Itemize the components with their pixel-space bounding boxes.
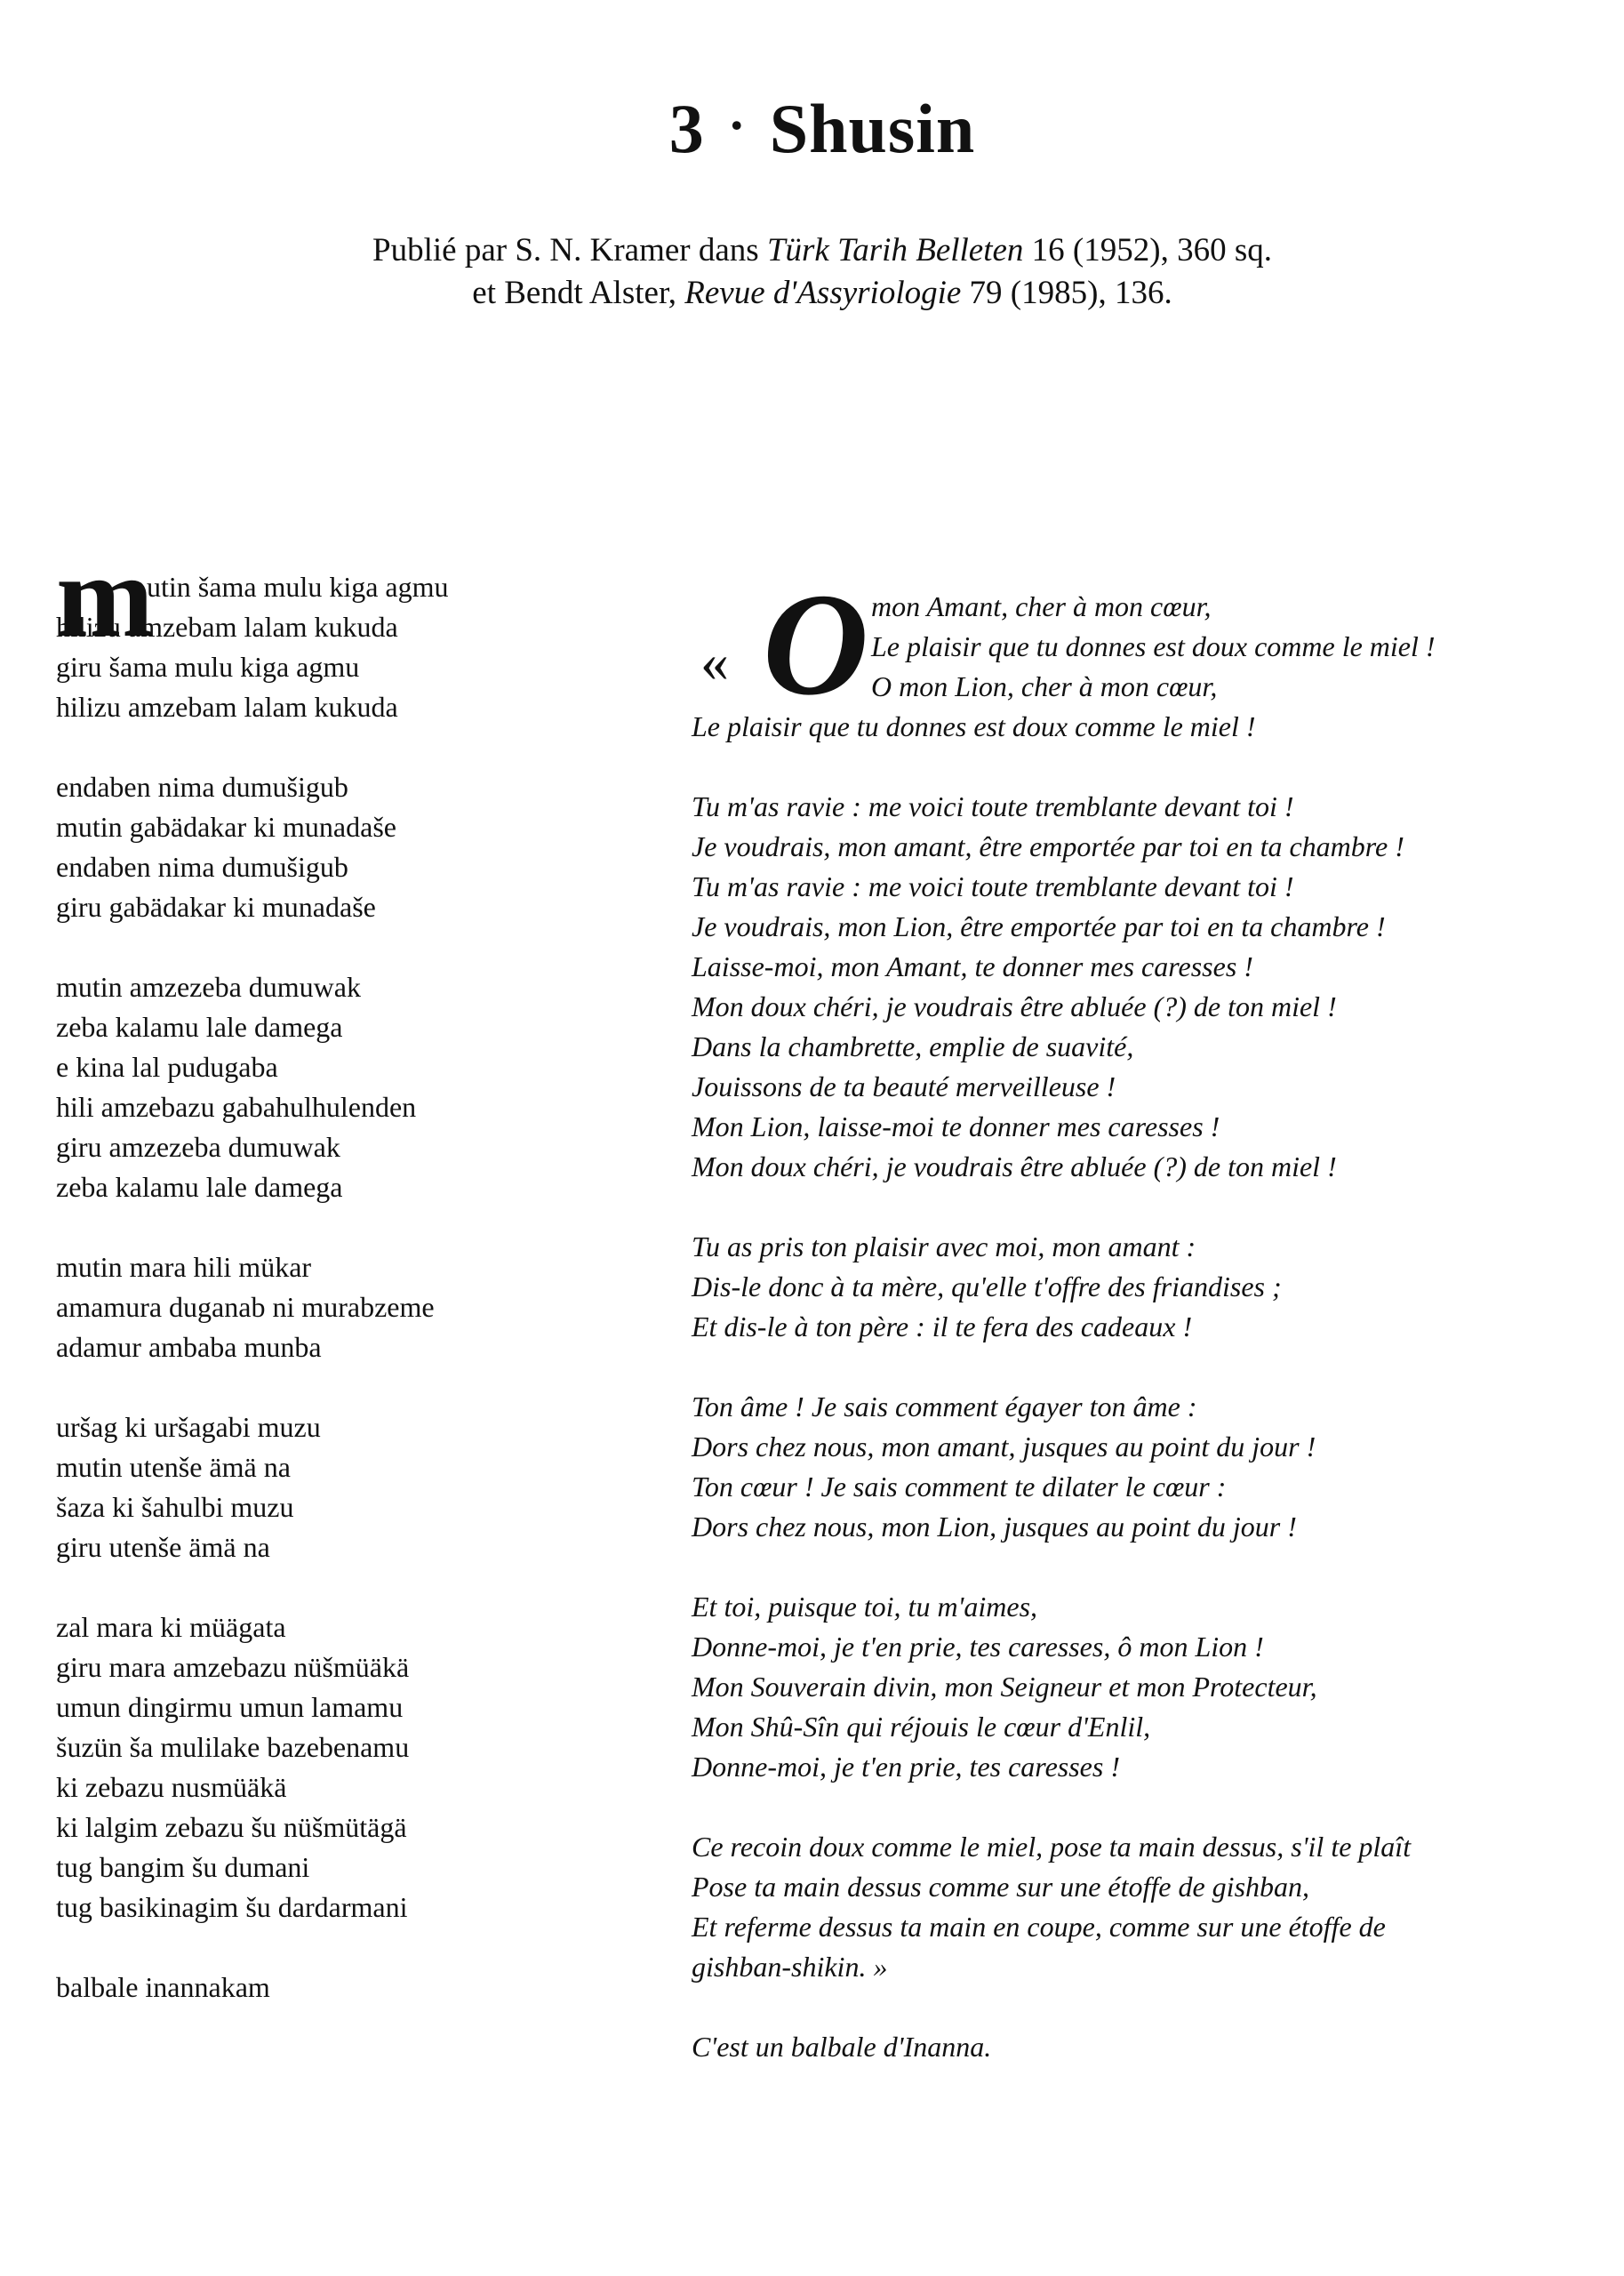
verse-line: Mon doux chéri, je voudrais être abluée (?) de ton miel ! <box>692 990 1337 1022</box>
verse-line: hilizu amzebam lalam kukuda <box>56 691 398 723</box>
verse-line: ki lalgim zebazu šu nüšmütägä <box>56 1811 407 1843</box>
sumerian-stanza <box>56 1607 625 1927</box>
page-title <box>0 89 1624 169</box>
french-stanza <box>692 1587 1624 1787</box>
verse-line: Mon doux chéri, je voudrais être abluée (?) de ton miel ! <box>692 1150 1337 1182</box>
verse-line: Dors chez nous, mon Lion, jusques au point du jour ! <box>692 1511 1297 1543</box>
opening-guillemet: « <box>700 630 729 693</box>
sumerian-stanza <box>56 967 625 1207</box>
verse-line: Ton cœur ! Je sais comment te dilater le cœur : <box>692 1471 1227 1503</box>
verse-line: Dis-le donc à ta mère, qu'elle t'offre des friandises ; <box>692 1270 1282 1302</box>
french-stanza <box>692 1827 1624 1987</box>
verse-line: endaben nima dumušigub <box>56 771 348 803</box>
verse-line: Tu as pris ton plaisir avec moi, mon amant : <box>692 1230 1196 1262</box>
source-line-2: et Bendt Alster, Revue d'Assyriologie 79 (1985), 136. <box>472 275 1172 311</box>
initial-letter: O <box>763 563 869 725</box>
verse-line: tug basikinagim šu dardarmani <box>56 1891 408 1923</box>
verse-line: Et referme dessus ta main en coupe, comme sur une étoffe de <box>692 1911 1386 1943</box>
verse-line: balbale inannakam <box>56 1971 270 2003</box>
verse-line: Ce recoin doux comme le miel, pose ta main dessus, s'il te plaît <box>692 1831 1412 1863</box>
verse-line: mutin gabädakar ki munadaše <box>56 811 396 843</box>
verse-line: utin šama mulu kiga agmu <box>147 571 449 603</box>
french-stanza <box>692 1227 1624 1347</box>
verse-line: Laisse-moi, mon Amant, te donner mes caresses ! <box>692 950 1253 982</box>
sumerian-stanza <box>56 1967 625 2008</box>
verse-line: Ton âme ! Je sais comment égayer ton âme : <box>692 1390 1197 1422</box>
source-line-1: Publié par S. N. Kramer dans Türk Tarih Belleten 16 (1952), 360 sq. <box>372 232 1272 268</box>
verse-line: gishban-shikin. » <box>692 1951 888 1983</box>
french-translation-column <box>692 563 1624 2107</box>
verse-line: giru gabädakar ki munadaše <box>56 891 376 923</box>
verse-line: umun dingirmu umun lamamu <box>56 1691 404 1723</box>
verse-line: Jouissons de ta beauté merveilleuse ! <box>692 1070 1116 1102</box>
verse-line: adamur ambaba munba <box>56 1331 322 1363</box>
verse-line: giru mara amzebazu nüšmüäkä <box>56 1651 410 1683</box>
verse-line: Je voudrais, mon Lion, être emportée par toi en ta chambre ! <box>692 910 1386 942</box>
french-stanza <box>692 1387 1624 1547</box>
verse-line: hili amzebazu gabahulhulenden <box>56 1091 417 1123</box>
verse-line: Tu m'as ravie : me voici toute tremblante devant toi ! <box>692 870 1294 902</box>
sumerian-stanza <box>56 1247 625 1367</box>
verse-line: šuzün ša mulilake bazebenamu <box>56 1731 410 1763</box>
verse-line: Tu m'as ravie : me voici toute tremblante devant toi ! <box>692 790 1294 822</box>
sumerian-stanza <box>56 767 625 927</box>
verse-line: Donne-moi, je t'en prie, tes caresses ! <box>692 1751 1120 1783</box>
verse-line: mon Amant, cher à mon cœur, <box>871 590 1212 622</box>
french-stanza <box>692 2027 1624 2067</box>
title-number: 3 <box>668 90 705 167</box>
verse-line: uršag ki uršagabi muzu <box>56 1411 321 1443</box>
verse-line: mutin utenše ämä na <box>56 1451 291 1483</box>
verse-line: giru amzezeba dumuwak <box>56 1131 340 1163</box>
verse-line: tug bangim šu dumani <box>56 1851 310 1883</box>
verse-line: giru utenše ämä na <box>56 1531 270 1563</box>
source-citation <box>0 229 1624 315</box>
verse-line: hilizu amzebam lalam kukuda <box>56 611 398 643</box>
verse-line: Donne-moi, je t'en prie, tes caresses, ô mon Lion ! <box>692 1631 1264 1663</box>
verse-line: Mon Souverain divin, mon Seigneur et mon Protecteur, <box>692 1671 1317 1703</box>
verse-line: Et toi, puisque toi, tu m'aimes, <box>692 1591 1038 1623</box>
verse-line: O mon Lion, cher à mon cœur, <box>871 670 1218 702</box>
verse-line: mutin mara hili mükar <box>56 1251 312 1283</box>
verse-line: C'est un balbale d'Inanna. <box>692 2031 992 2063</box>
verse-line: Le plaisir que tu donnes est doux comme le miel ! <box>871 630 1436 662</box>
sumerian-stanza <box>56 1407 625 1567</box>
title-name: Shusin <box>769 90 976 167</box>
verse-line: e kina lal pudugaba <box>56 1051 278 1083</box>
verse-line: šaza ki šahulbi muzu <box>56 1491 294 1523</box>
verse-line: Et dis-le à ton père : il te fera des cadeaux ! <box>692 1310 1193 1342</box>
verse-line: zeba kalamu lale damega <box>56 1011 343 1043</box>
french-stanza <box>692 787 1624 1187</box>
verse-line: amamura duganab ni murabzeme <box>56 1291 435 1323</box>
verse-line: Dors chez nous, mon amant, jusques au point du jour ! <box>692 1431 1316 1463</box>
verse-line: ki zebazu nusmüäkä <box>56 1771 287 1803</box>
verse-line: Le plaisir que tu donnes est doux comme le miel ! <box>692 710 1256 742</box>
verse-line: endaben nima dumušigub <box>56 851 348 883</box>
title-separator: · <box>727 96 747 155</box>
verse-line: zeba kalamu lale damega <box>56 1171 343 1203</box>
verse-line: Mon Lion, laisse-moi te donner mes caresses ! <box>692 1110 1220 1142</box>
sumerian-column <box>56 531 625 2048</box>
verse-line: giru šama mulu kiga agmu <box>56 651 360 683</box>
verse-line: Dans la chambrette, emplie de suavité, <box>692 1030 1134 1062</box>
drop-cap: m <box>56 531 154 661</box>
verse-line: mutin amzezeba dumuwak <box>56 971 361 1003</box>
verse-line: Je voudrais, mon amant, être emportée par toi en ta chambre ! <box>692 830 1404 862</box>
verse-line: zal mara ki müägata <box>56 1611 286 1643</box>
verse-line: Pose ta main dessus comme sur une étoffe de gishban, <box>692 1871 1310 1903</box>
verse-line: Mon Shû-Sîn qui réjouis le cœur d'Enlil, <box>692 1711 1151 1743</box>
